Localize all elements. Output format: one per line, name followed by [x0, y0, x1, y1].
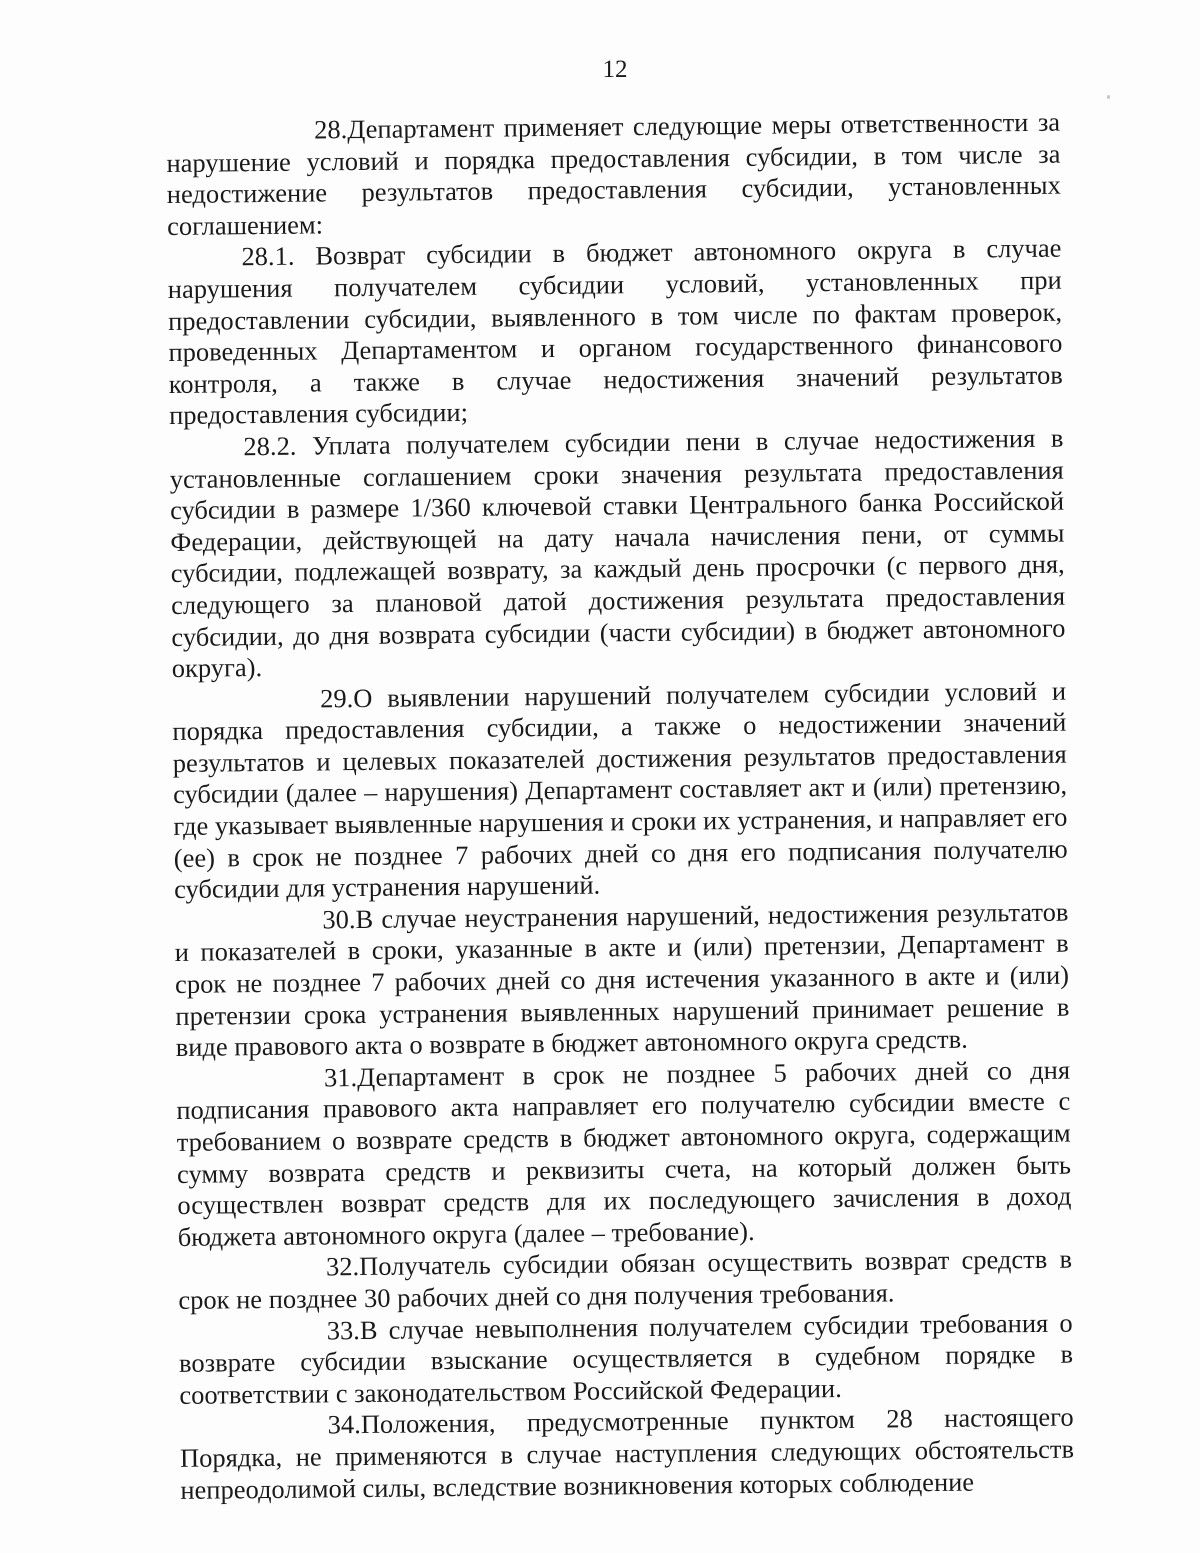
paragraph-34 — [180, 1402, 1075, 1506]
paragraph-text: Департамент применяет следующие меры ответственности за нарушение условий и порядка предоставления субсидии, в том числе за недостижение результатов предоставления субсидии, установленных соглашением: — [166, 106, 1061, 241]
paragraph-text: В случае неустранения нарушений, недостижения результатов и показателей в сроки, указанные в акте и (или) претензии, Департамент в срок не позднее 7 рабочих дней со дня истечения указанного в акте и (или) претензии срока устранения выявленных нарушений принимает решение в виде правового акта о возврате в бюджет автономного округа средств. — [174, 896, 1070, 1063]
scan-speck — [1107, 95, 1110, 99]
paragraph-number: 32. — [325, 1251, 360, 1282]
paragraph-text: 28.2. Уплата получателем субсидии пени в случае недостижения в установленные соглашением сроки значения результата предоставления субсидии в размере 1/360 ключевой ставки Центрального банка Российской Федерации, действующей на дату начала начисления пени, от суммы субсидии, подлежащей возврату, за каждый день просрочки (с первого дня, следующего за плановой датой достижения результата предоставления субсидии, до дня возврата субсидии (части субсидии) в бюджет автономного округа). — [169, 422, 1066, 684]
paragraph-29 — [172, 675, 1068, 906]
paragraph-28-1 — [167, 233, 1063, 432]
paragraph-30 — [174, 896, 1070, 1063]
paragraph-text: О выявлении нарушений получателем субсидии условий и порядка предоставления субсидии, а также о недостижении значений результатов и целевых показателей достижения результатов предоставления субсидии (далее – нарушения) Департамент составляет акт и (или) претензию, где указывает выявленные нарушения и сроки их устранения, и направляет его (ее) в срок не позднее 7 рабочих дней со дня его подписания получателю субсидии для устранения нарушений. — [172, 675, 1068, 905]
paragraph-text: В случае невыполнения получателем субсидии требования о возврате субсидии взыскание осуществляется в судебном порядке в соответствии с законодательством Российской Федерации. — [178, 1307, 1074, 1410]
paragraph-28 — [166, 107, 1061, 243]
paragraph-text: Департамент в срок не позднее 5 рабочих дней со дня подписания правового акта направляет его получателю субсидии вместе с требованием о возврате средств в бюджет автономного округа, содержащим сумму возврата средств и реквизиты счета, на который должен быть осуществлен возврат средств для их последующего зачисления в доход бюджета автономного округа (далее – требование). — [176, 1054, 1072, 1252]
paragraph-number: 31. — [323, 1061, 358, 1093]
paragraph-number: 30. — [322, 903, 356, 935]
paragraph-text: Получатель субсидии обязан осуществить возврат средств в срок не позднее 30 рабочих дней со дня получения требования. — [178, 1243, 1073, 1315]
paragraph-31 — [176, 1054, 1072, 1253]
paragraph-28-2 — [169, 423, 1066, 685]
paragraph-33 — [179, 1307, 1074, 1411]
paragraph-text: Положения, предусмотренные пунктом 28 настоящего Порядка, не применяются в случае наступления следующих обстоятельств непреодолимой силы, вследствие возникновения которых соблюдение — [179, 1401, 1075, 1505]
paragraph-number: 29. — [319, 682, 354, 714]
paragraph-number: 28. — [313, 114, 348, 145]
page-number: 12 — [602, 56, 628, 83]
paragraph-number: 33. — [326, 1314, 361, 1345]
document-body — [166, 107, 1075, 1506]
paragraph-32 — [178, 1244, 1073, 1317]
paragraph-text: 28.1. Возврат субсидии в бюджет автономного округа в случае нарушения получателем субсидии условий, установленных при предоставлении субсидии, выявленного в том числе по фактам проверок, проведенных Департаментом и органом государственного финансового контроля, а также в случае недостижения значений результатов предоставления субсидии; — [167, 233, 1063, 431]
paragraph-number: 34. — [327, 1409, 362, 1440]
